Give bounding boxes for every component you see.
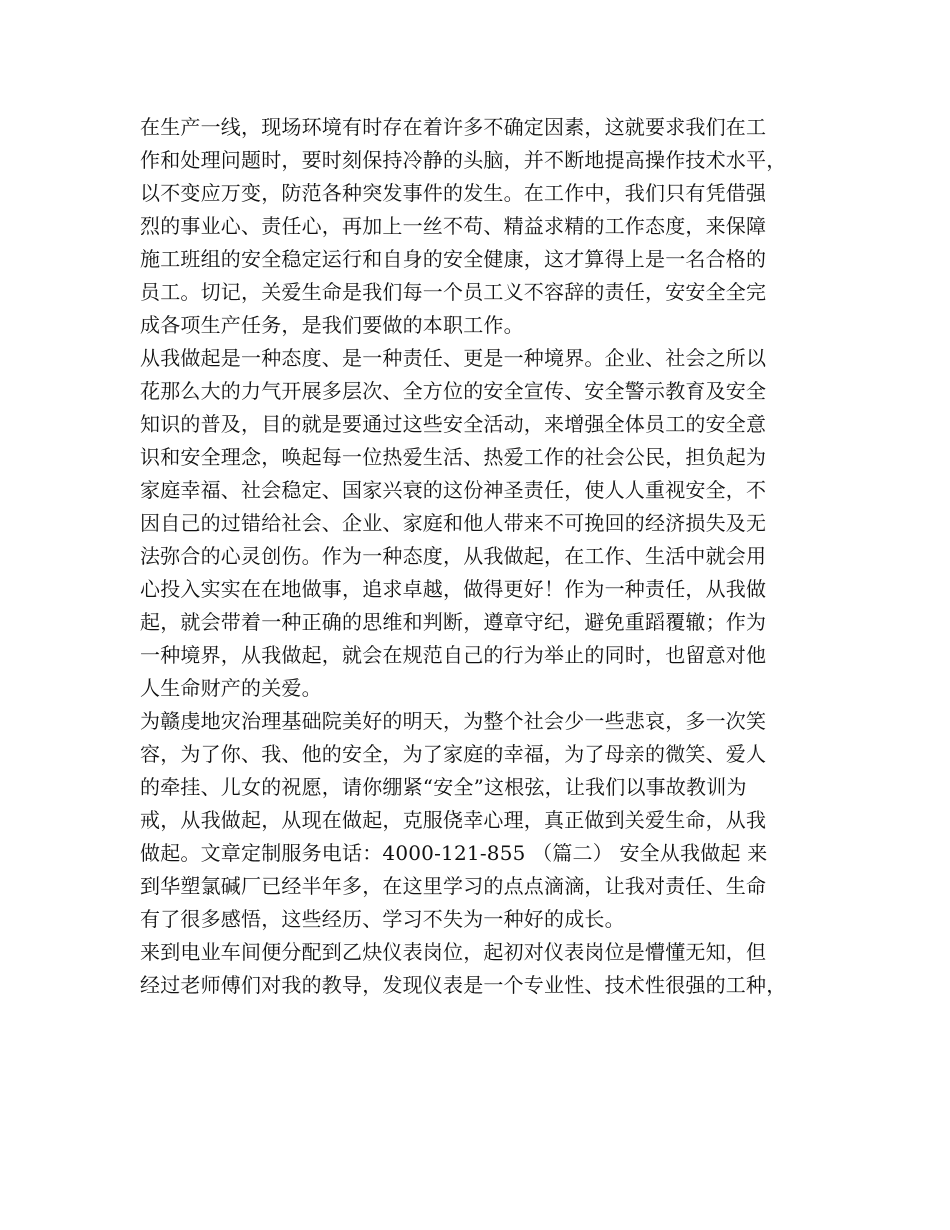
text-line: 施工班组的安全稳定运行和自身的安全健康，这才算得上是一名合格的 bbox=[140, 247, 767, 271]
text-line: 成各项生产任务，是我们要做的本职工作。 bbox=[140, 313, 524, 337]
text-line: 有了很多感悟，这些经历、学习不失为一种好的成长。 bbox=[140, 907, 625, 931]
text-line: 识和安全理念，唤起每一位热爱生活、热爱工作的社会公民，担负起为 bbox=[140, 445, 767, 469]
text-line: 一种境界，从我做起，就会在规范自己的行为举止的同时，也留意对他 bbox=[140, 643, 767, 667]
text-line: 为赣虔地灾治理基础院美好的明天，为整个社会少一些悲哀，多一次笑 bbox=[140, 709, 767, 733]
text-line: 烈的事业心、责任心，再加上一丝不苟、精益求精的工作态度，来保障 bbox=[140, 214, 767, 238]
text-line: 知识的普及，目的就是要通过这些安全活动，来增强全体员工的安全意 bbox=[140, 412, 767, 436]
text-line: 从我做起是一种态度、是一种责任、更是一种境界。企业、社会之所以 bbox=[140, 346, 767, 370]
text-line: 人生命财产的关爱。 bbox=[140, 676, 322, 700]
text-line: 家庭幸福、社会稳定、国家兴衰的这份神圣责任，使人人重视安全，不 bbox=[140, 478, 767, 502]
text-line: 做起。文章定制服务电话：4000-121-855 （篇二） 安全从我做起 来 bbox=[140, 841, 768, 865]
text-line: 因自己的过错给社会、企业、家庭和他人带来不可挽回的经济损失及无 bbox=[140, 511, 767, 535]
text-line: 容，为了你、我、他的安全，为了家庭的幸福，为了母亲的微笑、爱人 bbox=[140, 742, 767, 766]
text-line: 来到电业车间便分配到乙炔仪表岗位，起初对仪表岗位是懵懂无知，但 bbox=[140, 940, 767, 964]
text-line: 花那么大的力气开展多层次、全方位的安全宣传、安全警示教育及安全 bbox=[140, 379, 767, 403]
text-line: 戒，从我做起，从现在做起，克服侥幸心理，真正做到关爱生命，从我 bbox=[140, 808, 767, 832]
text-line: 员工。切记，关爱生命是我们每一个员工义不容辞的责任，安安全全完 bbox=[140, 280, 767, 304]
text-line: 起，就会带着一种正确的思维和判断，遵章守纪，避免重蹈覆辙；作为 bbox=[140, 610, 767, 634]
text-line: 在生产一线，现场环境有时存在着许多不确定因素，这就要求我们在工 bbox=[140, 115, 767, 139]
text-line: 作和处理问题时，要时刻保持冷静的头脑，并不断地提高操作技术水平， bbox=[140, 148, 787, 172]
text-line: 的牵挂、儿女的祝愿，请你绷紧“安全”这根弦，让我们以事故教训为 bbox=[140, 775, 747, 799]
text-line: 心投入实实在在地做事，追求卓越，做得更好！作为一种责任，从我做 bbox=[140, 577, 767, 601]
text-line: 以不变应万变，防范各种突发事件的发生。在工作中，我们只有凭借强 bbox=[140, 181, 767, 205]
text-line: 法弥合的心灵创伤。作为一种态度，从我做起，在工作、生活中就会用 bbox=[140, 544, 767, 568]
text-line: 到华塑氯碱厂已经半年多，在这里学习的点点滴滴，让我对责任、生命 bbox=[140, 874, 767, 898]
text-line: 经过老师傅们对我的教导，发现仪表是一个专业性、技术性很强的工种， bbox=[140, 973, 787, 997]
